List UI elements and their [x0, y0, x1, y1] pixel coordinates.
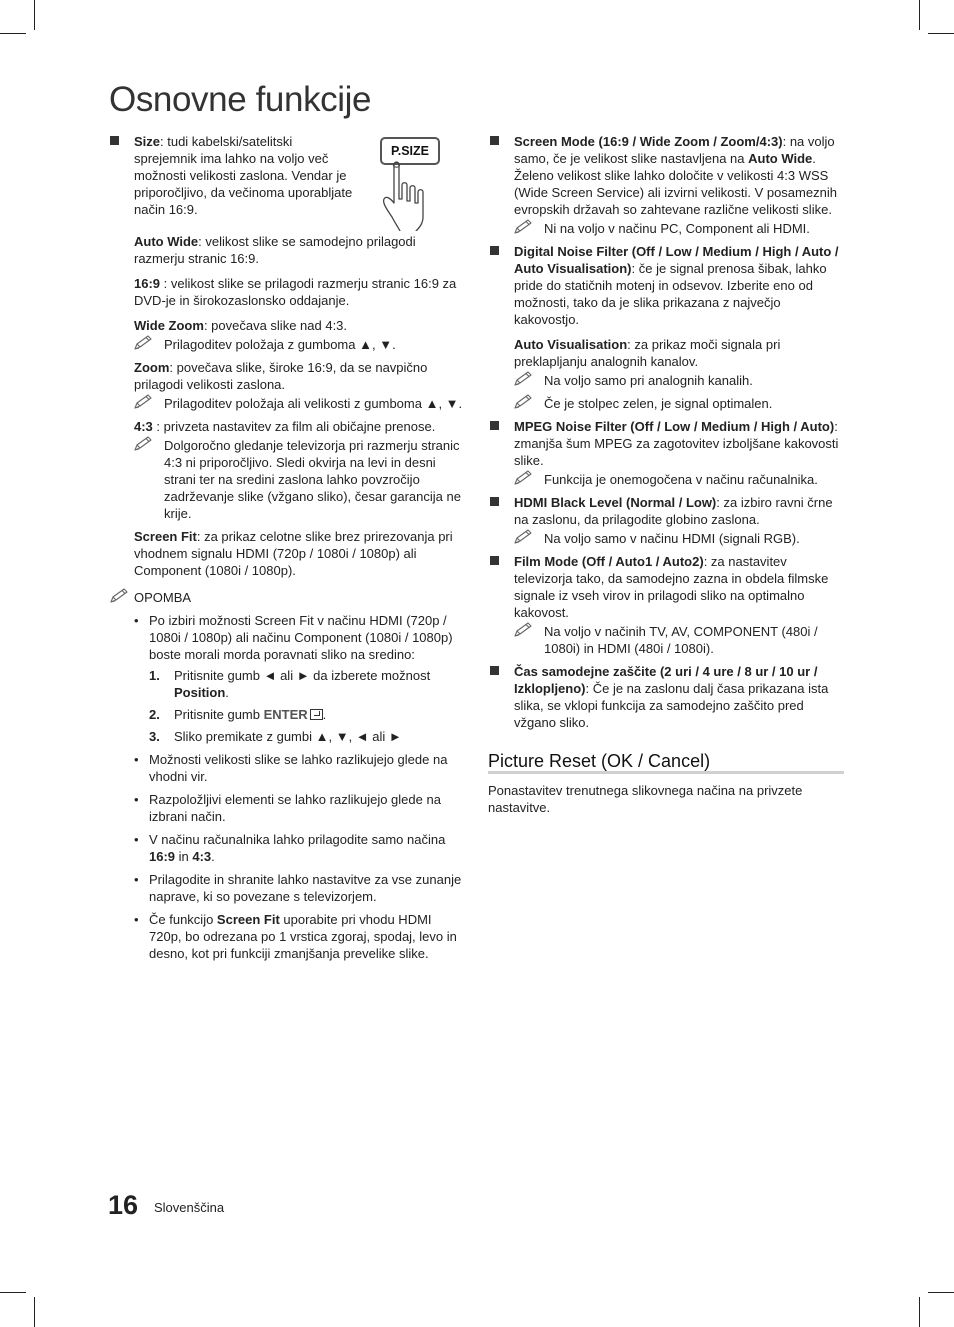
auto-vis-note-1 — [514, 372, 844, 389]
ratio-43-item — [108, 418, 464, 435]
mpeg-label: MPEG Noise Filter (Off / Low / Medium / High / Auto) — [514, 419, 835, 434]
step-tail: . — [225, 685, 229, 700]
auto-wide-label: Auto Wide — [134, 234, 199, 249]
film-item — [488, 553, 844, 621]
screen-fit-label: Screen Fit — [134, 529, 197, 544]
wide-zoom-text: : povečava slike nad 4:3. — [203, 318, 348, 333]
zoom-label: Zoom — [134, 360, 170, 375]
dnf-label: Digital Noise Filter (Off / Low / Medium / High / Auto / Auto Visualisation) — [514, 244, 839, 276]
list-item — [134, 612, 464, 745]
zoom-item — [108, 359, 464, 393]
opomba-label: OPOMBA — [134, 590, 192, 605]
bullet6-post: uporabite pri vhodu HDMI 720p, bo odrezana po 1 vrstica zgoraj, spodaj, levo in desno, kot pri funkciji zmanjšanja prevelike slike. — [149, 912, 457, 961]
step-item — [149, 706, 464, 723]
pencil-note-icon — [514, 469, 534, 486]
hdmi-note-text: Na voljo samo v načinu HDMI (signali RGB). — [544, 531, 800, 546]
crop-mark — [928, 33, 954, 34]
opomba-list — [134, 612, 464, 962]
dnf-text: : če je signal prenosa šibak, lahko pride do statičnih motenj in odsevov. Izberite eno od možnosti, tako da je slika prikazana z največjo kakovostjo. — [514, 261, 827, 327]
auto-vis-item — [488, 336, 844, 370]
bullet4-b2: 4:3 — [192, 849, 212, 864]
pencil-note-icon — [514, 393, 534, 410]
bullet6-pre: Če funkcijo — [149, 912, 217, 927]
step-text: Sliko premikate z gumbi ▲, ▼, ◄ ali ► — [174, 729, 402, 744]
screen-mode-text2: . Želeno velikost slike lahko določite v velikosti 4:3 WSS (Wide Screen Service) ali izvirni velikosti. V posameznih evropskih državah so zahtevane različne velikosti slike. — [514, 151, 837, 217]
hdmi-text: : za izbiro ravni črne na zaslonu, da prilagodite globino zaslona. — [514, 495, 833, 527]
mpeg-note — [514, 471, 844, 488]
zoom-note — [134, 395, 464, 412]
wide-zoom-item — [108, 317, 464, 334]
cas-item — [488, 663, 844, 731]
mpeg-text: : zmanjša šum MPEG za zagotovitev izboljšane kakovosti slike. — [514, 419, 839, 468]
crop-mark — [919, 0, 920, 30]
list-item — [134, 751, 464, 785]
step-number: 3. — [149, 729, 160, 744]
film-text: : za nastavitev televizorja tako, da samodejno zazna in obdela filmske signale iz vseh virov in prilagodi sliko na optimalno kakovost. — [514, 554, 829, 620]
auto-wide-item — [108, 233, 464, 267]
pencil-note-icon — [514, 370, 534, 387]
list-item — [134, 791, 464, 825]
hdmi-item — [488, 494, 844, 528]
step-text: Pritisnite gumb ◄ ali ► da izberete možnost — [174, 668, 431, 683]
screen-mode-item — [488, 133, 844, 218]
step-number: 2. — [149, 707, 160, 722]
step-number: 1. — [149, 668, 160, 683]
bullet4-post: . — [211, 849, 215, 864]
screen-mode-label: Screen Mode (16:9 / Wide Zoom / Zoom/4:3) — [514, 134, 783, 149]
cas-label: Čas samodejne zaščite (2 uri / 4 ure / 8 ur / 10 ur / Izklopljeno) — [514, 664, 818, 696]
step-tail: . — [322, 707, 327, 722]
psize-button: P.SIZE — [380, 137, 440, 165]
size-item — [108, 133, 464, 225]
pencil-note-icon — [134, 435, 154, 452]
pencil-note-icon — [514, 218, 534, 235]
bullet2-text: Možnosti velikosti slike se lahko razlikujejo glede na vhodni vir. — [149, 752, 448, 784]
page-title: Osnovne funkcije — [109, 80, 372, 119]
pencil-note-icon — [514, 621, 534, 638]
page-number: 16 — [108, 1190, 139, 1220]
size-text: : tudi kabelski/satelitski sprejemnik ima lahko na voljo več možnosti velikosti zaslona. Vendar je priporočljivo, da večinoma uporabljate način 16:9. — [134, 134, 353, 217]
bullet4-pre: V načinu računalnika lahko prilagodite samo načina — [149, 832, 446, 847]
ratio-169-item — [108, 275, 464, 309]
list-item — [134, 871, 464, 905]
bullet5-text: Prilagodite in shranite lahko nastavitve za vse zunanje naprave, ki so povezane s televizorjem. — [149, 872, 462, 904]
screen-mode-note — [514, 220, 844, 237]
bullet4-b1: 16:9 — [149, 849, 176, 864]
screen-fit-item — [108, 528, 464, 579]
crop-mark — [34, 1297, 35, 1327]
cas-text: : Če je na zaslonu dalj časa prikazana ista slika, se vklopi funkcija za samodejno zaščito pred vžgano sliko. — [514, 681, 829, 730]
screen-mode-text1: : na voljo samo, če je velikost slike nastavljena na — [514, 134, 835, 166]
step-bold: ENTER — [263, 707, 308, 722]
zoom-note-text: Prilagoditev položaja ali velikosti z gumboma ▲, ▼. — [164, 396, 463, 411]
section-text: Ponastavitev trenutnega slikovnega načina na privzete nastavitve. — [488, 783, 803, 815]
left-column — [108, 133, 464, 968]
crop-mark — [0, 1292, 26, 1293]
film-note-text: Na voljo v načinih TV, AV, COMPONENT (480i / 1080i) in HDMI (480i / 1080i). — [544, 624, 818, 656]
zoom-text: : povečava slike, široke 16:9, da se navpično prilagodi velikosti zaslona. — [134, 360, 428, 392]
steps-list — [149, 667, 464, 745]
pencil-note-icon — [134, 334, 154, 351]
crop-mark — [0, 33, 26, 34]
crop-mark — [928, 1292, 954, 1293]
hand-icon — [380, 155, 450, 231]
pencil-note-icon — [110, 587, 130, 604]
ratio-43-note — [134, 437, 464, 522]
ratio-43-label: 4:3 — [134, 419, 153, 434]
bullet6-bold: Screen Fit — [216, 912, 280, 927]
screen-mode-bold2: Auto Wide — [748, 151, 813, 166]
right-column — [488, 133, 844, 816]
screen-mode-note-text: Ni na voljo v načinu PC, Component ali HDMI. — [544, 221, 810, 236]
auto-vis-note-2 — [514, 395, 844, 412]
pencil-note-icon — [514, 528, 534, 545]
opomba-heading — [108, 589, 464, 606]
size-label: Size — [134, 134, 161, 149]
step-item — [149, 728, 464, 745]
crop-mark — [919, 1297, 920, 1327]
auto-wide-text: : velikost slike se samodejno prilagodi razmerju stranic 16:9. — [134, 234, 416, 266]
ratio-169-text: : velikost slike se prilagodi razmerju stranic 16:9 za DVD-je in širokozaslonsko oddajanje. — [134, 276, 457, 308]
wide-zoom-note — [134, 336, 464, 353]
bullet3-text: Razpoložljivi elementi se lahko razlikujejo glede na izbrani način. — [149, 792, 441, 824]
auto-vis-label: Auto Visualisation — [514, 337, 628, 352]
ratio-169-label: 16:9 — [134, 276, 161, 291]
wide-zoom-label: Wide Zoom — [134, 318, 204, 333]
ratio-43-text: : privzeta nastavitev za film ali običajne prenose. — [152, 419, 436, 434]
step-bold: Position — [174, 685, 226, 700]
bullet1-text: Po izbiri možnosti Screen Fit v načinu HDMI (720p / 1080i / 1080p) ali načinu Component (1080i / 1080p) boste morali morda poravnati sliko na sredino: — [149, 613, 453, 662]
list-item — [134, 831, 464, 865]
film-label: Film Mode (Off / Auto1 / Auto2) — [514, 554, 704, 569]
enter-icon — [310, 709, 323, 720]
bullet4-mid: in — [175, 849, 193, 864]
auto-vis-note-2-text: Če je stolpec zelen, je signal optimalen. — [544, 396, 773, 411]
screen-fit-text: : za prikaz celotne slike brez prirezovanja pri vhodnem signalu HDMI (720p / 1080i / 1080p) ali Component (1080i / 1080p). — [134, 529, 453, 578]
step-text: Pritisnite gumb — [174, 707, 264, 722]
list-item — [134, 911, 464, 962]
ratio-43-note-text: Dolgoročno gledanje televizorja pri razmerju stranic 4:3 ni priporočljivo. Sledi okvirja na levi in desni strani ter na sredini zaslona lahko povzročijo zadrževanje slike (vžgano sliko), česar garancija ne krije. — [164, 438, 461, 521]
hdmi-note — [514, 530, 844, 547]
crop-mark — [34, 0, 35, 30]
section-heading: Picture Reset (OK / Cancel) — [488, 753, 844, 774]
auto-vis-note-1-text: Na voljo samo pri analognih kanalih. — [544, 373, 753, 388]
step-item — [149, 667, 464, 701]
wide-zoom-note-text: Prilagoditev položaja z gumboma ▲, ▼. — [164, 337, 396, 352]
dnf-item — [488, 243, 844, 328]
film-note — [514, 623, 844, 657]
mpeg-note-text: Funkcija je onemogočena v načinu računalnika. — [544, 472, 818, 487]
auto-vis-text: : za prikaz moči signala pri preklapljanju analognih kanalov. — [514, 337, 781, 369]
page-language: Slovenščina — [154, 1200, 225, 1215]
hdmi-label: HDMI Black Level (Normal / Low) — [514, 495, 717, 510]
pencil-note-icon — [134, 393, 154, 410]
remote-psize-illustration — [380, 137, 450, 231]
mpeg-item — [488, 418, 844, 469]
